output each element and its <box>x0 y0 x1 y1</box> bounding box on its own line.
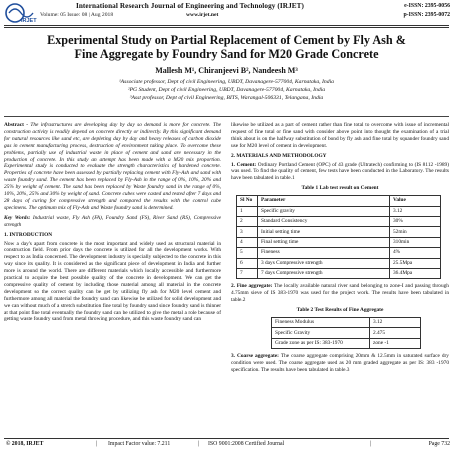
table-cell: zone -1 <box>370 338 421 348</box>
eissn: e-ISSN: 2395-0056 <box>404 3 450 9</box>
table-row <box>237 258 441 268</box>
table-cell: 36.4Mpa <box>390 268 441 278</box>
right-column <box>231 122 449 377</box>
paper-title <box>20 33 433 61</box>
coarse-aggregate-text: The coarse aggregate comprising 20mm & 12.5mm in saturated surface dry condition were used. The coarse aggregate used as 20 mm graded aggregate as per IS: 383 -1970 specification. The results have been tabulated in table.3 <box>231 353 449 373</box>
logo-text: IRJET <box>21 18 37 24</box>
cement-paragraph <box>231 162 449 183</box>
table-cell: 4% <box>390 248 441 258</box>
fine-aggregate-text: The locally available natural river sand belonging to zone-I and passing through 4.75mm sieve of IS 383-1970 was used for the project work. The results have been tabulated in table.2 <box>231 283 449 304</box>
table-row <box>237 216 441 226</box>
table-cell: 52min <box>390 227 441 237</box>
section-heading-materials: 2. MATERIALS AND METHODOLOGY <box>231 152 327 159</box>
table-cell: Specific gravity <box>258 206 390 216</box>
coarse-aggregate-paragraph <box>231 353 449 374</box>
table-row <box>237 227 441 237</box>
header-rule <box>4 25 449 26</box>
footer-iso: ISO 9001:2008 Certified Journal <box>208 441 285 447</box>
table-cell: 4 <box>237 237 258 247</box>
fine-aggregate-table <box>271 317 421 349</box>
journal-url[interactable]: www.irjet.net <box>186 12 219 18</box>
volume-issue: Volume: 05 Issue: 08 | Aug 2018 <box>40 12 114 18</box>
table-cell: Initial setting time <box>258 227 390 237</box>
abstract <box>4 122 221 212</box>
cement-label: 1. Cement: <box>231 161 257 168</box>
title-line: Fine Aggregate by Foundry Sand for M20 Grade Concrete <box>74 47 379 61</box>
table-cell: 30% <box>390 216 441 226</box>
table2-caption: Table 2 Test Results of Fine Aggregate <box>296 307 384 313</box>
table-header: Parameter <box>258 196 390 206</box>
table-cell: 2.475 <box>370 328 421 338</box>
table-header-row <box>237 196 441 206</box>
table-cell: Standard Consistency <box>258 216 390 226</box>
table-cell: Specific Gravity <box>272 328 370 338</box>
table-cell: 3.12 <box>390 206 441 216</box>
footer-separator: | <box>198 441 200 447</box>
affiliation: ¹Associate professor, Dept of civil Engineering, UBDT, Davanagere-577004, Karnataka, India <box>118 79 335 85</box>
affiliation: ³Asst professor, Dept of civil Engineering, BITS, Warangal-506331, Telangana, India <box>129 94 324 101</box>
pissn: p-ISSN: 2395-0072 <box>403 12 450 18</box>
cement-test-table <box>236 195 441 279</box>
table-cell: Final setting time <box>258 237 390 247</box>
table-cell: Fineness Modulus <box>272 317 370 327</box>
table-cell: 3 days Compressive strength <box>258 258 390 268</box>
header-rule <box>4 27 449 28</box>
table-cell: 310min <box>390 237 441 247</box>
coarse-aggregate-label: 3. Coarse aggregate: <box>231 353 279 360</box>
issn-block <box>388 2 450 20</box>
journal-logo <box>4 2 38 24</box>
table-cell: 3 <box>237 227 258 237</box>
left-column <box>4 122 221 326</box>
table-row <box>272 317 421 327</box>
fine-aggregate-label: 2. Fine aggregate: <box>231 283 273 290</box>
table-header: Value <box>390 196 441 206</box>
journal-title: International Research Journal of Engineering and Technology (IRJET) <box>75 2 305 10</box>
table-cell: 1 <box>237 206 258 216</box>
table-row <box>237 206 441 216</box>
affiliations <box>20 79 433 102</box>
abstract-text: The infrastructures are developing day by day so demand is more for concrete. The construction activity is readily depend on concrete directly or indirectly. By this significant demand for natural resources like sand etc, are depleting day by day and heavy releases of carbon dioxide gas in cement manufacturing process, destruction of environment taking place. To overcome these problems, partially use of industrial waste in place of cement and sand are necessary in the production of concrete. In this study an attempt has been made with a M20 mix proportion. Experimental study is conducted to evaluate the strength characteristics of hardened concrete. Properties of concrete have been assessed by partially replacing cement with Fly-Ash and sand with waste foundry sand. The cement has been replaced by Fly-Ash in the range of 0%, 10%, 20% and 25% by weight of cement. The sand has been replaced by Waste foundry sand in the range of 0%, 10%, 20%, 25% and 30% by weight of sand. Concrete cubes were casted and tested after 7 days and 28 days of curing for compressive strength and compared the results with the control cube specimens. The optimum mix of Fly-Ash and Waste foundry sand is determined. <box>4 122 221 211</box>
table-row <box>272 328 421 338</box>
table-cell: 3.12 <box>370 317 421 327</box>
footer-page-number: Page 732 <box>428 441 450 447</box>
section-heading-introduction: 1. INTRODUCTION <box>4 231 53 238</box>
separator-rule <box>4 116 449 117</box>
footer-separator: | <box>370 441 372 447</box>
footer-separator: | <box>96 441 98 447</box>
footer-impact-factor: Impact Factor value: 7.211 <box>108 441 171 447</box>
footer-rule <box>4 438 449 439</box>
footer-copyright: © 2018, IRJET <box>6 441 44 447</box>
affiliation: ²PG Student, Dept of civil Engineering, UBDT, Davanagere-577004, Karnataka, India <box>127 86 326 93</box>
keywords-label: Key Words: <box>4 214 31 221</box>
table-cell: Grade zone as per IS: 383-1970 <box>272 338 370 348</box>
table-row <box>237 268 441 278</box>
fine-aggregate-paragraph <box>231 283 449 304</box>
cement-text: Ordinary Portland Cement (OPC) of 43 grade (Ultratech) confirming to (IS 8112 -1989) was used. To find the quality of cement, few tests have been conducted in the Laboratory. The results have been tabulated in table.1 <box>231 161 450 182</box>
authors: Mallesh M¹, Chiranjeevi B², Nandeesh M³ <box>155 66 298 75</box>
table-cell: 7 <box>237 268 258 278</box>
table-cell: 6 <box>237 258 258 268</box>
title-line: Experimental Study on Partial Replacement of Cement by Fly Ash & <box>47 33 406 47</box>
keywords-text: Industrial waste, Fly Ash (FA), Foundry Sand (FS), River Sand (RS), Compressive strength <box>4 214 221 228</box>
table-cell: 2 <box>237 216 258 226</box>
table-header: Sl No <box>237 196 258 206</box>
introduction-text: Now a day's apart from concrete is the most important and widely used as structural material in construction field. From prior days the concrete is utilized for all the development works. With respect to as India concerned. The development industry is specially subjected to the concrete in this way since its quality. It is considered as the significant piece of development in India and further more is around the world. There are different materials which locally accessible and furthermore practical to acquire the best possible quality of the concrete in development. We can get the compressive quality of cement by including those material among all material in the concrete development so the correct quality can be get by utilizing fly ash for M20 level cement and furthermore among all material the foundry sand can likewise be utilized for solid development and we can without much of a stretch substitution fine total by foundry sand since foundry sand is thinner at that point fine total eventually the foundry sand can be utilized to give the metal a role because of getting waste foundry sand from metal throwing procedure, and this waste foundry sand can <box>4 240 221 323</box>
table-row <box>237 237 441 247</box>
table1-caption: Table 1 Lab test result on Cement <box>301 185 379 192</box>
table-row <box>272 338 421 348</box>
table-cell: Fineness <box>258 248 390 258</box>
table-cell: 5 <box>237 248 258 258</box>
table-cell: 7 days Compressive strength <box>258 268 390 278</box>
abstract-label: Abstract - <box>4 122 29 128</box>
table-row <box>237 248 441 258</box>
table-cell: 25.5Mpa <box>390 258 441 268</box>
introduction-continued: likewise be utilized as a part of cement rather than fine total to overcome with issue of incremental request of fine total or fine sand with consider above point into thought the examination of a trial think about is on the halfway substitution of bond by fly ash and fine total by squander foundry sand use for M20 level of cement in development. <box>231 122 449 149</box>
keywords <box>4 215 221 229</box>
